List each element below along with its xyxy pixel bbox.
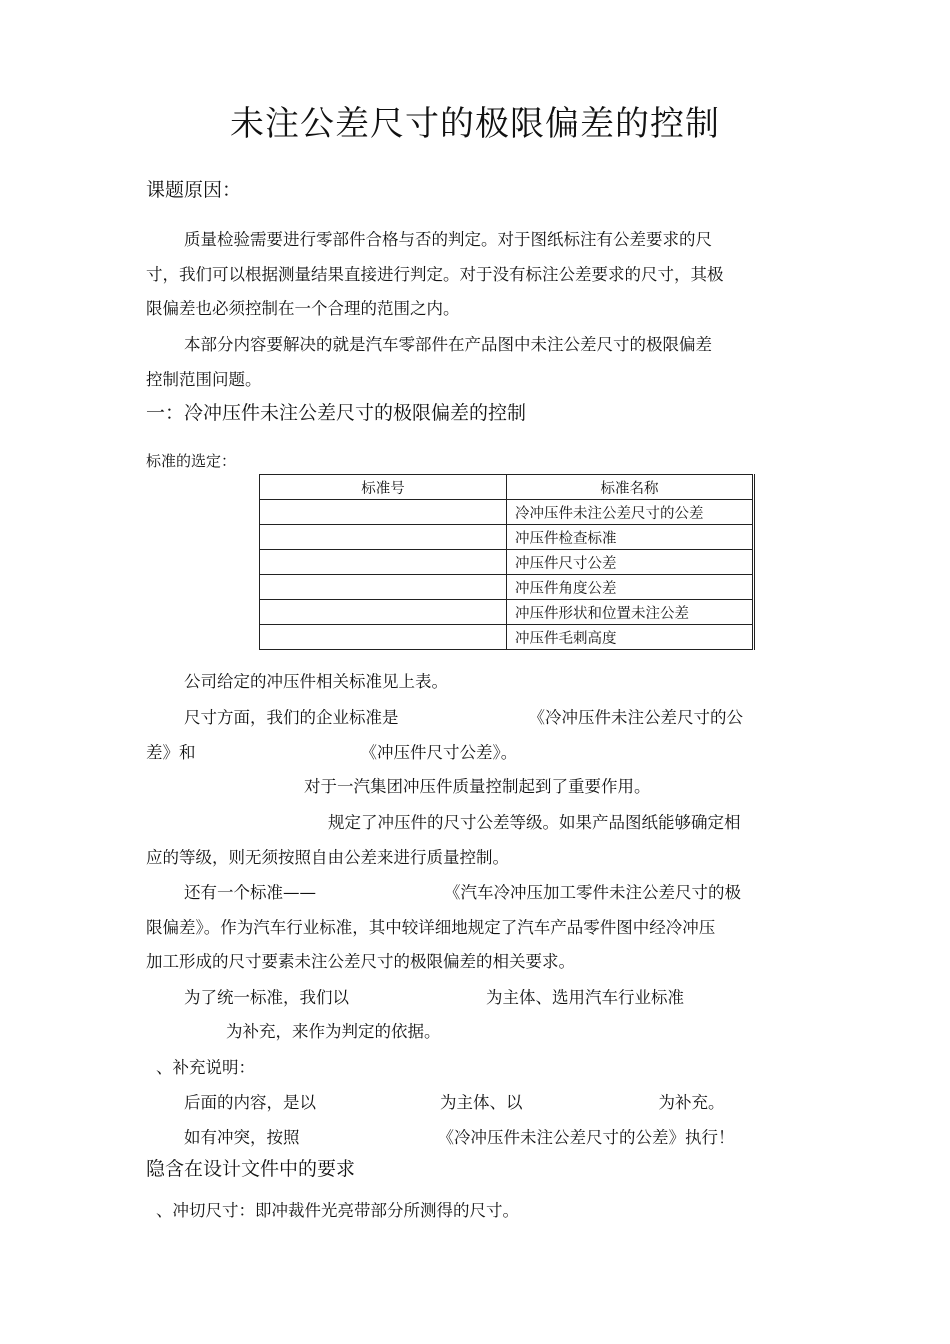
para2-line1: 本部分内容要解决的就是汽车零部件在产品图中未注公差尺寸的极限偏差 — [184, 335, 712, 354]
size-para-line2 — [146, 739, 810, 763]
size-para-line1 — [146, 704, 848, 728]
table-header-row — [260, 475, 754, 500]
size-para-text-a: 尺寸方面，我们的企业标准是 — [184, 708, 399, 727]
para1-line3: 限偏差也必须控制在一个合理的范围之内。 — [146, 299, 460, 318]
para1-line2: 寸，我们可以根据测量结果直接进行判定。对于没有标注公差要求的尺寸，其极 — [146, 265, 724, 284]
section1-heading: 一：冷冲压件未注公差尺寸的极限偏差的控制 — [146, 402, 527, 424]
std-name-cell: 冲压件检查标准 — [507, 525, 754, 550]
table-row — [260, 575, 754, 600]
unify-line2: 为补充，来作为判定的依据。 — [226, 1022, 441, 1041]
std-name-cell: 冲压件形状和位置未注公差 — [507, 600, 754, 625]
supplement-text-d: 如有冲突，按照 — [184, 1128, 300, 1147]
para1-line1: 质量检验需要进行零部件合格与否的判定。对于图纸标注有公差要求的尺 — [184, 230, 712, 249]
hidden-req-heading: 隐含在设计文件中的要求 — [146, 1158, 356, 1180]
std-no-cell — [260, 550, 507, 575]
grade-line1: 规定了冲压件的尺寸公差等级。如果产品图纸能够确定相 — [328, 813, 741, 832]
reason-heading: 课题原因： — [146, 179, 242, 201]
std-name-cell: 冲压件尺寸公差 — [507, 550, 754, 575]
supplement-label: 、补充说明： — [156, 1058, 255, 1077]
grade-line2: 应的等级，则无须按照自由公差来进行质量控制。 — [146, 848, 509, 867]
table-row — [260, 500, 754, 525]
table-row — [260, 550, 754, 575]
supplement-text-b: 为主体、以 — [440, 1093, 523, 1112]
supplement-line1 — [146, 1089, 848, 1113]
unify-line1 — [146, 984, 848, 1008]
role-line: 对于一汽集团冲压件质量控制起到了重要作用。 — [304, 777, 651, 796]
std-no-cell — [260, 525, 507, 550]
std-select-label: 标准的选定： — [146, 452, 237, 470]
other-std-line3: 加工形成的尺寸要素未注公差尺寸的极限偏差的相关要求。 — [146, 952, 575, 971]
std-no-cell — [260, 600, 507, 625]
other-std-line2: 限偏差》。作为汽车行业标准，其中较详细地规定了汽车产品零件图中经冷冲压 — [146, 918, 716, 937]
standards-table — [259, 474, 755, 650]
other-std-line1 — [146, 879, 848, 903]
supplement-text-e: 《冷冲压件未注公差尺寸的公差》执行！ — [437, 1128, 735, 1147]
std-no-cell — [260, 500, 507, 525]
std-name-cell: 冷冲压件未注公差尺寸的公差 — [507, 500, 754, 525]
unify-text-a: 为了统一标准，我们以 — [184, 988, 349, 1007]
supplement-line2 — [146, 1124, 848, 1148]
std-no-cell — [260, 625, 507, 650]
header-std-name: 标准名称 — [507, 475, 754, 500]
table-row — [260, 625, 754, 650]
table-note: 公司给定的冲压件相关标准见上表。 — [184, 672, 448, 691]
std-name-cell: 冲压件毛刺高度 — [507, 625, 754, 650]
header-std-no: 标准号 — [260, 475, 507, 500]
page-title: 未注公差尺寸的极限偏差的控制 — [230, 104, 720, 144]
unify-text-b: 为主体、选用汽车行业标准 — [486, 988, 684, 1007]
other-std-text-b: 《汽车冷冲压加工零件未注公差尺寸的极 — [444, 883, 741, 902]
cut-size-line: 、冲切尺寸：即冲裁件光亮带部分所测得的尺寸。 — [156, 1201, 519, 1220]
size-para-text-d: 《冲压件尺寸公差》。 — [360, 743, 518, 762]
table-row — [260, 600, 754, 625]
size-para-text-b: 《冷冲压件未注公差尺寸的公 — [528, 708, 743, 727]
para2-line2: 控制范围问题。 — [146, 370, 262, 389]
std-name-cell: 冲压件角度公差 — [507, 575, 754, 600]
std-no-cell — [260, 575, 507, 600]
other-std-text-a: 还有一个标准—— — [184, 883, 316, 902]
supplement-text-a: 后面的内容，是以 — [184, 1093, 316, 1112]
size-para-text-c: 差》和 — [146, 743, 196, 762]
table-row — [260, 525, 754, 550]
supplement-text-c: 为补充。 — [658, 1093, 725, 1112]
